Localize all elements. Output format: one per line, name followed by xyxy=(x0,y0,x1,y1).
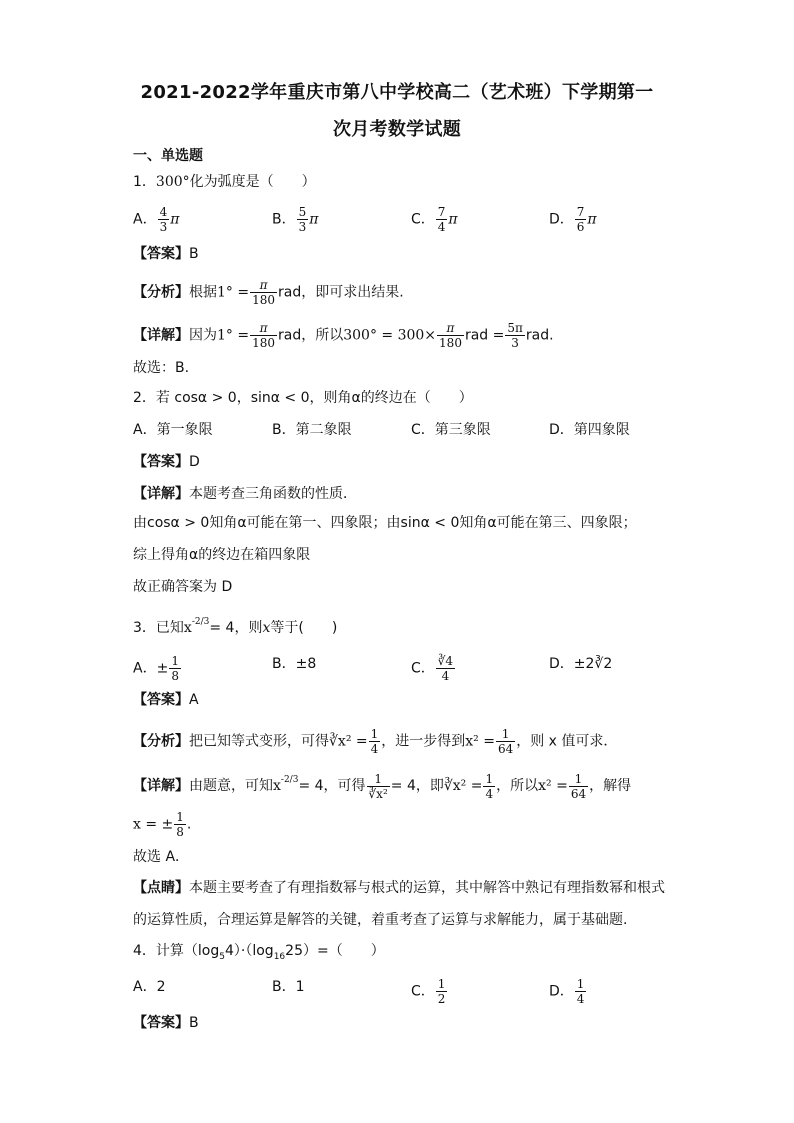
q2-stem: 2．若 cosα > 0，sinα < 0，则角α的终边在（ ） xyxy=(133,390,473,406)
q3-option-c: C． $\frac{∛4}{4}$ xyxy=(411,654,454,683)
q1-stem xyxy=(133,172,316,192)
q4-answer: 【答案】B xyxy=(133,1015,199,1031)
q2-detail: 【详解】本题考查三角函数的性质． xyxy=(133,486,357,502)
q4-option-a: A．2 xyxy=(133,979,166,995)
q3-answer: 【答案】A xyxy=(133,692,199,708)
q3-conclusion: 故选 A． xyxy=(133,849,190,865)
q3-analysis: 【分析】把已知等式变形，可得∛x² = $\frac{1}{4}$ ，进一步得到x² = $\frac{1}{64}$ ，则 x 值可求． xyxy=(133,727,618,756)
q1-conclusion: 故选：B. xyxy=(133,360,190,376)
q1-answer: 【答案】B xyxy=(133,246,199,262)
q3-option-a: A．± $\frac{1}{8}$ xyxy=(133,654,179,683)
q3-option-b: B．±8 xyxy=(272,656,317,672)
q2-detail-line2: 综上得角α的终边在箱四象限 xyxy=(133,547,311,563)
q3-option-d: D．±2∛2 xyxy=(549,656,613,672)
q3-detail-result: x = ± $\frac{1}{8}$ . xyxy=(133,810,192,839)
q2-option-c: C．第三象限 xyxy=(411,422,491,438)
q1-number: 1． xyxy=(133,174,156,190)
q2-option-a: A．第一象限 xyxy=(133,422,213,438)
q4-option-c: C． $\frac{1}{2}$ xyxy=(411,977,446,1006)
q4-stem: 4．计算$(\log_54)\cdot(\log_{16}25)=$（ ） xyxy=(133,943,385,962)
q1-option-d: D． $\frac{7}{6}$ π xyxy=(549,205,597,234)
section-heading: 一、单选题 xyxy=(133,148,203,164)
q2-detail-line1: 由cosα > 0知角α可能在第一、四象限；由sinα < 0知角α可能在第三、四象限； xyxy=(133,515,637,531)
doc-title-line1: 2021-2022学年重庆市第八中学校高二（艺术班）下学期第一 xyxy=(140,82,654,103)
q2-answer: 【答案】D xyxy=(133,454,200,470)
q4-option-d: D． $\frac{1}{4}$ xyxy=(549,977,585,1006)
q1-option-c: C． $\frac{7}{4}$ π xyxy=(411,205,458,234)
doc-title-line2: 次月考数学试题 xyxy=(332,119,462,140)
q2-option-b: B．第二象限 xyxy=(272,422,352,438)
q3-stem: 3．已知$x^{-2/3}= 4$，则x等于( ) xyxy=(133,617,338,636)
q3-detail: 【详解】由题意，可知$x^{-2/3}= 4$，可得 $\frac{1}{\text{∛x²}}$ = 4，即∛x² = $\frac{1}{4}$ ，所以x² = $\frac{1}{64}$ ，解得 xyxy=(133,771,632,801)
q2-option-d: D．第四象限 xyxy=(549,422,630,438)
q2-detail-line3: 故正确答案为 D xyxy=(133,579,233,595)
q1-option-b: B． $\frac{5}{3}$ π xyxy=(272,205,319,234)
q3-comment: 【点睛】本题主要考查了有理指数幂与根式的运算，其中解答中熟记有理指数幂和根式 xyxy=(133,880,665,896)
q1-detail: 【详解】因为1° = $\frac{\pi}{180}$ rad，所以300° = 300× $\frac{\pi}{180}$ rad = $\frac{5\pi}{3}$ rad. xyxy=(133,321,554,350)
q1-analysis: 【分析】根据1° = $\frac{\pi}{180}$ rad，即可求出结果. xyxy=(133,278,404,307)
q4-option-b: B．1 xyxy=(272,979,305,995)
q1-degree: 300° xyxy=(155,174,190,190)
q3-comment-line2: 的运算性质，合理运算是解答的关键，着重考查了运算与求解能力，属于基础题. xyxy=(133,912,628,928)
q1-option-a: A． $\frac{4}{3}$ π xyxy=(133,205,180,234)
q1-text: 化为弧度是（ ） xyxy=(189,174,316,190)
